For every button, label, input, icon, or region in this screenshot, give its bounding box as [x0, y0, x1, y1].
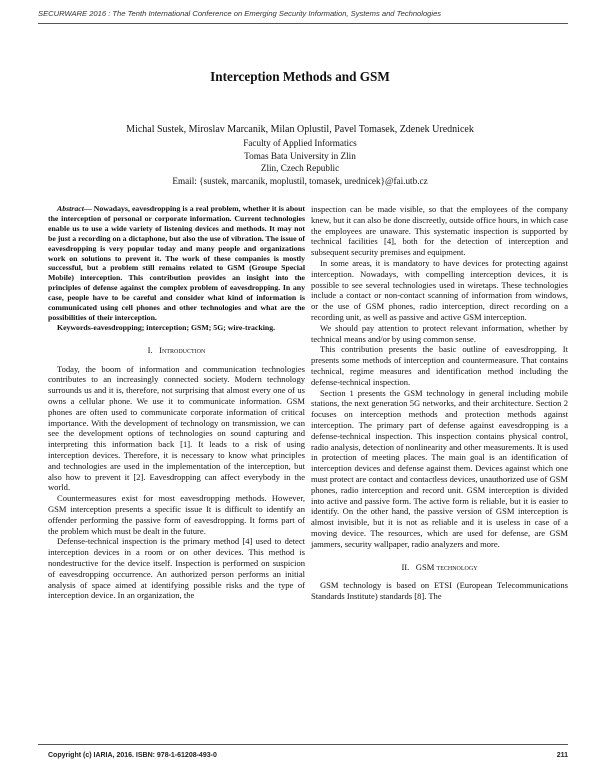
intro-paragraph: Defense-technical inspection is the primary method [4] used to detect interception devices in a room or on other devices. This method is nondestructive for the device itself. Inspection is performed on suspicion of eavesdropping occurrence. An authorized person performs an initial analysis of space aimed at identifying possible risks and the type of interception device. In an organization, the — [48, 536, 305, 601]
section-heading-introduction — [48, 345, 305, 356]
right-column — [311, 204, 568, 602]
abstract — [48, 204, 305, 323]
abstract-text: — Nowadays, eavesdropping is a real problem, whether it is about the interception of personal or corporate information. Current technologies enable us to use a wide variety of listening devices and methods. It may not be just a recording on a dictaphone, but also the use of vibration. The issue of eavesdropping is very popular today and many people and organizations work on solutions to prevent it. The work of these companies is mostly successful, but a problem still remains related to GSM (Groupe Special Mobile) interception. This contribution provides an insight into the principles of defense against the complex problem of eavesdropping. In any case, people have to be careful and consider what kind of information is communicated using cell phones and other technologies and what are the possibilities of their interception. — [48, 204, 305, 322]
section-title: Introduction — [159, 344, 206, 355]
section-title: GSM technology — [415, 561, 478, 572]
intro-paragraph: Countermeasures exist for most eavesdropping methods. However, GSM interception presents a specific issue It is difficult to identify an offender performing the passive form of eavesdropping. It forms part of the problem which must be dealt in the future. — [48, 493, 305, 536]
section-heading-gsm-technology — [311, 562, 568, 573]
header-rule — [38, 23, 568, 24]
page-number: 211 — [556, 752, 568, 759]
body-paragraph: This contribution presents the basic outline of eavesdropping. It presents some methods of interception and countermeasure. That contains technical, regime measures and identification method including the defense-technical inspection. — [311, 344, 568, 387]
affiliation-email: Email: {sustek, marcanik, moplustil, tomasek, urednicek}@fai.utb.cz — [172, 175, 428, 186]
body-paragraph: In some areas, it is mandatory to have devices for protecting against interception. Nowadays, with compelling interception devices, it is possible to see several technologies used in wiretaps. These technologies include a contact or non-contact scanning of information from windows, or the use of GSM phones, radio interception, direct recording on a recording unit, as well as passive and active GSM interception. — [311, 257, 568, 322]
body-paragraph: GSM technology is based on ETSI (European Telecommunications Standards Institute) standards [8]. The — [311, 580, 568, 602]
intro-paragraph: Today, the boom of information and communication technologies contributes to an increasingly connected society. Modern technology surrounds us and it is, therefore, not surprising that almost every one of us owns a cellular phone. We use it to communicate information. GSM phones are often used to communicate corporate information of critical importance. With the development of technology on transmission, we can see the development options of technologies on sound capturing and interpreting this information back [1]. It leads to a risk of using interception devices. Therefore, it is necessary to know what principles and technologies are used in the implementation of the interception, but also how to prevent it [2]. Eavesdropping can affect everybody in the world. — [48, 363, 305, 493]
left-column — [48, 204, 305, 601]
running-header: SECURWARE 2016 : The Tenth International Conference on Emerging Security Information, Systems and Technologies — [38, 9, 442, 18]
paper-title: Interception Methods and GSM — [210, 69, 390, 84]
author-list: Michal Sustek, Miroslav Marcanik, Milan Oplustil, Pavel Tomasek, Zdenek Urednicek — [126, 124, 474, 135]
affiliation-faculty: Faculty of Applied Informatics — [243, 138, 357, 148]
page-footer — [48, 752, 568, 759]
body-paragraph: inspection can be made visible, so that the employees of the company knew, but it can also be done discreetly, outside office hours, in which case the employees are unaware. This systematic inspection is supported by technical facilities [4], both for the detection of interception and subsequent security premises and equipment. — [311, 204, 568, 258]
section-numeral: II. — [401, 561, 410, 572]
body-paragraph: We should pay attention to protect relevant information, whether by technical means and/or by using common sense. — [311, 322, 568, 344]
keywords: Keywords-eavesdropping; interception; GSM; 5G; wire-tracking. — [57, 322, 276, 332]
copyright-isbn: Copyright (c) IARIA, 2016. ISBN: 978-1-61208-493-0 — [48, 752, 217, 759]
footer-rule — [38, 744, 568, 745]
affiliation-block — [0, 137, 600, 187]
affiliation-university: Tomas Bata University in Zlin — [244, 150, 356, 161]
body-paragraph: Section 1 presents the GSM technology in general including mobile stations, the next generation 5G networks, and their architecture. Section 2 focuses on interception methods and protection methods against interception. The primary part of defense against eavesdropping is a defense-technical inspection. This inspection contains physical control, radio analysis, detection of nonlinearity and other measurements. It is used in protection of meeting places. The main goal is an identification of interception devices and defense against them. Devices against which one must protect are contact and contactless devices, unauthorized use of GSM phones, radio interception and record unit. GSM interception is divided into active and passive form. The active form is reliable, but it is easier to identify. On the other hand, the passive version of GSM interception is almost invisible, but it is not as reliable and it is useless in case of a moving device. The resources, which are used for defense, are GSM jammers, security wallpaper, radio analyzers and more. — [311, 387, 568, 549]
abstract-label: Abstract — [57, 204, 84, 213]
section-numeral: I. — [147, 344, 153, 355]
affiliation-location: Zlin, Czech Republic — [260, 163, 340, 174]
